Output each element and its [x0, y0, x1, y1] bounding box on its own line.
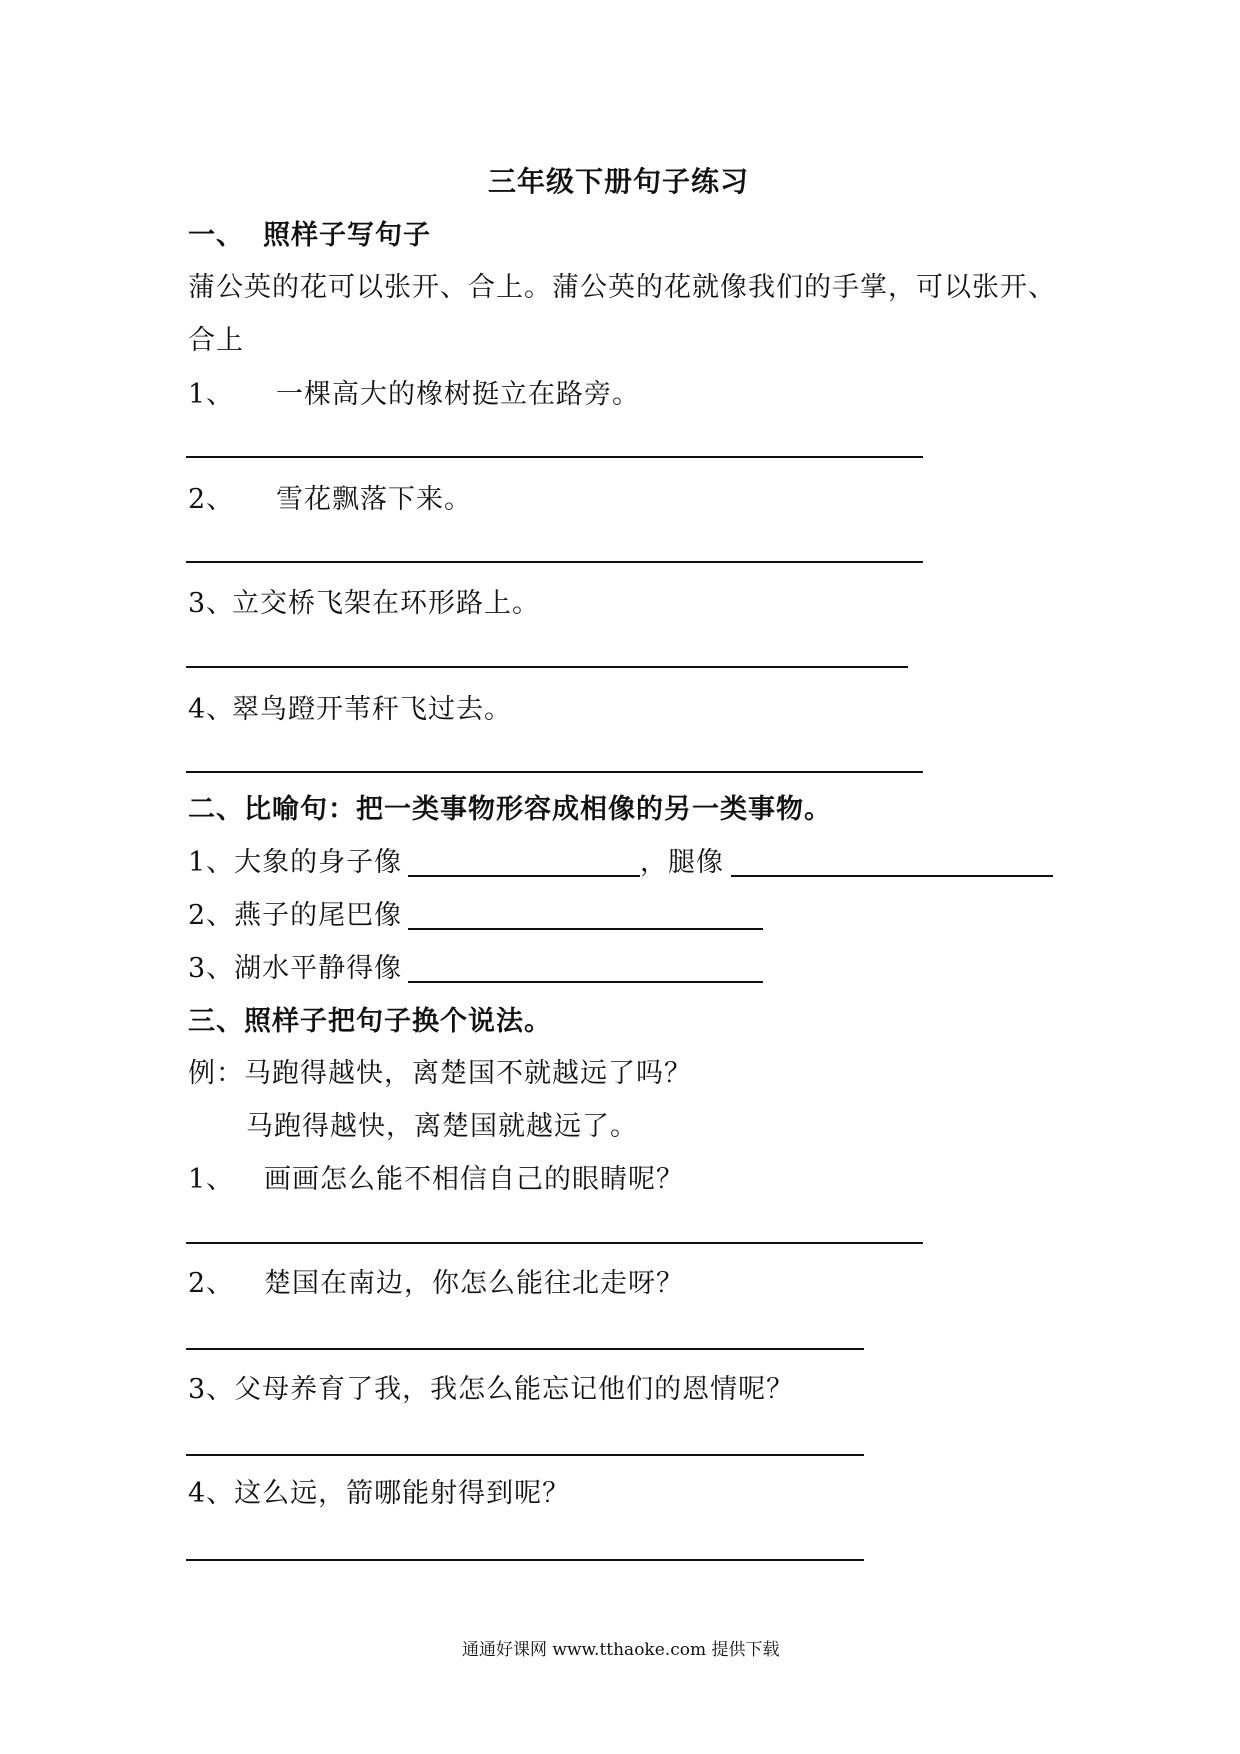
- answer-line[interactable]: [186, 1559, 864, 1561]
- section1-item1-number: 1、: [188, 379, 235, 410]
- fill-blank-line[interactable]: [408, 928, 763, 930]
- answer-line[interactable]: [186, 1242, 923, 1244]
- section3-item2-number: 2、: [188, 1268, 235, 1299]
- section1-heading: 照样子写句子: [263, 220, 431, 251]
- answer-line[interactable]: [186, 561, 923, 563]
- section3-example-line2: 马跑得越快，离楚国就越远了。: [246, 1111, 638, 1142]
- fill-blank-line[interactable]: [731, 875, 1053, 877]
- section3-item1-number: 1、: [188, 1164, 235, 1195]
- section3-item1-text: 画画怎么能不相信自己的眼睛呢？: [264, 1164, 684, 1195]
- section3-heading: 三、照样子把句子换个说法。: [188, 1006, 552, 1037]
- answer-line[interactable]: [186, 456, 923, 458]
- answer-line[interactable]: [186, 1454, 864, 1456]
- section2-item1-part1: 1、大象的身子像: [188, 847, 403, 878]
- section3-item3-text: 3、父母养育了我，我怎么能忘记他们的恩情呢？: [188, 1374, 795, 1405]
- section2-item3: 3、湖水平静得像: [188, 953, 403, 984]
- section2-heading: 二、比喻句：把一类事物形容成相像的另一类事物。: [188, 794, 832, 825]
- section1-item3-number: 3、: [188, 588, 235, 619]
- footer-source: 通通好课网 www.tthaoke.com 提供下载: [462, 1640, 780, 1660]
- answer-line[interactable]: [186, 771, 923, 773]
- section1-item4-number: 4、: [188, 694, 235, 725]
- section1-item2-text: 雪花飘落下来。: [276, 484, 472, 515]
- section1-number: 一、: [188, 220, 244, 251]
- section1-item4-text: 翠鸟蹬开苇秆飞过去。: [232, 694, 512, 725]
- section1-item2-number: 2、: [188, 484, 235, 515]
- section1-item3-text: 立交桥飞架在环形路上。: [232, 588, 540, 619]
- page-title: 三年级下册句子练习: [488, 165, 750, 198]
- section3-item2-text: 楚国在南边，你怎么能往北走呀？: [264, 1268, 684, 1299]
- answer-line[interactable]: [186, 1348, 864, 1350]
- section3-item4-text: 4、这么远，箭哪能射得到呢？: [188, 1478, 571, 1509]
- section2-item1-part2: ，腿像: [640, 847, 724, 878]
- fill-blank-line[interactable]: [408, 875, 640, 877]
- section3-example-line1: 例：马跑得越快，离楚国不就越远了吗？: [188, 1058, 692, 1089]
- section2-item2: 2、燕子的尾巴像: [188, 900, 403, 931]
- section1-example-line2: 合上: [188, 325, 244, 356]
- section1-item1-text: 一棵高大的橡树挺立在路旁。: [276, 379, 640, 410]
- fill-blank-line[interactable]: [408, 981, 763, 983]
- answer-line[interactable]: [186, 666, 908, 668]
- section1-example-line1: 蒲公英的花可以张开、合上。蒲公英的花就像我们的手掌，可以张开、: [188, 272, 1056, 303]
